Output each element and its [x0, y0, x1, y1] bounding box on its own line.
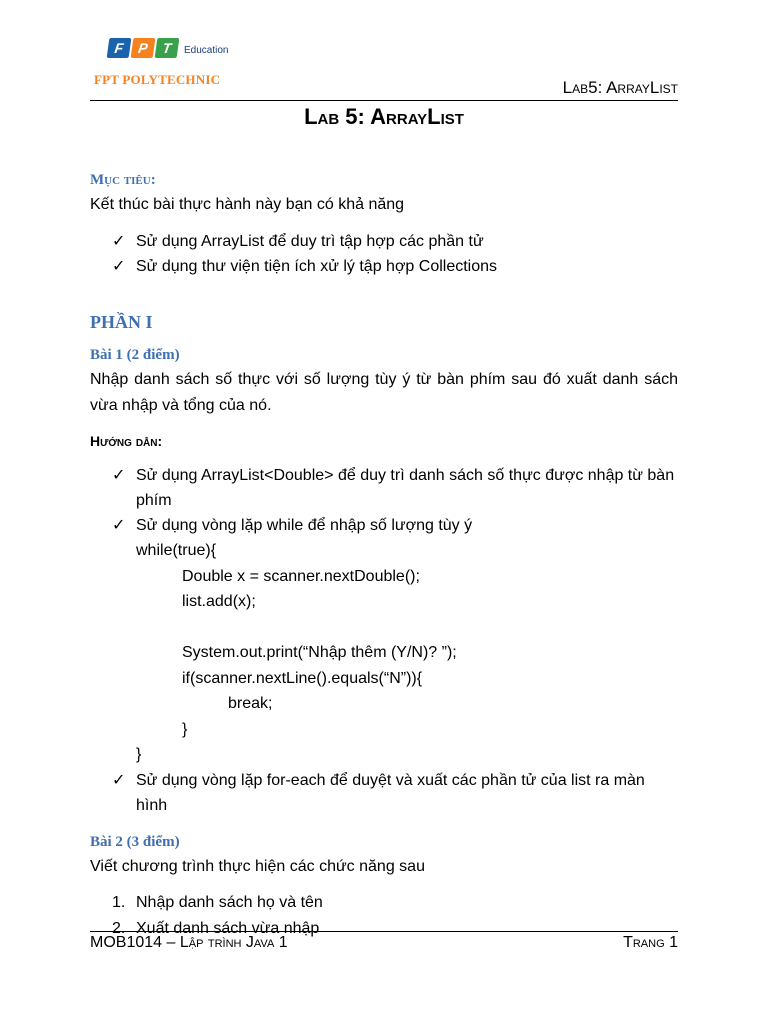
bai2-heading: Bài 2 (3 điểm) [90, 833, 180, 850]
list-item: ✓ Sử dụng vòng lặp while để nhập số lượng tùy ý while(true){ Double x = scanner.nextDouble(); list.add(x); System.out.print(“Nhập thêm (Y/N)? ”); if(scanner.nextLine().equals(“N”)){ break; } } [112, 513, 678, 768]
header-divider [90, 100, 678, 101]
code-line: System.out.print(“Nhập thêm (Y/N)? ”); [182, 644, 457, 661]
part1-heading: PHẦN I [90, 312, 153, 332]
check-icon: ✓ [112, 771, 126, 789]
check-icon: ✓ [112, 467, 126, 484]
list-item: ✓ Sử dụng thư viện tiện ích xử lý tập hợp Collections [112, 254, 678, 279]
logo-letter-t: T [155, 38, 180, 58]
objective-intro: Kết thúc bài thực hành này bạn có khả năng [90, 196, 405, 213]
list-item: ✓ Sử dụng ArrayList để duy trì tập hợp các phần tử [112, 229, 678, 254]
footer-page-number: Trang 1 [623, 934, 678, 951]
logo-letter-f: F [107, 38, 132, 58]
list-item: 1. Nhập danh sách họ và tên [112, 893, 323, 911]
footer-course-code: MOB1014 – [90, 934, 180, 951]
list-item: 2. Xuất danh sách vừa nhập [112, 919, 320, 937]
code-line: break; [228, 695, 273, 712]
check-icon: ✓ [112, 517, 126, 534]
code-line: Double x = scanner.nextDouble(); [182, 567, 420, 585]
list-item: ✓ Sử dụng ArrayList<Double> để duy trì danh sách số thực được nhập từ bàn phím [112, 463, 678, 513]
code-line: } [182, 720, 188, 738]
footer-course-name: Lập trình Java 1 [179, 934, 288, 951]
check-icon: ✓ [112, 258, 126, 275]
code-line: list.add(x); [182, 593, 256, 610]
check-icon: ✓ [112, 233, 126, 250]
logo-education-label: Education [184, 45, 229, 56]
bai2-description: Viết chương trình thực hiện các chức năng sau [90, 857, 425, 875]
code-line: } [136, 746, 142, 763]
page-title: Lab 5: ArrayList [304, 104, 464, 129]
footer-divider [90, 931, 678, 932]
code-block [136, 538, 678, 768]
document-body [90, 168, 678, 942]
guide-list [90, 463, 678, 818]
list-item: ✓ Sử dụng vòng lặp for-each để duyệt và xuất các phần tử của list ra màn hình [112, 768, 678, 818]
bai1-description: Nhập danh sách số thực với số lượng tùy ý từ bàn phím sau đó xuất danh sách vừa nhập và tổng của nó. [90, 371, 678, 414]
fpt-logo [108, 38, 228, 58]
code-line: if(scanner.nextLine().equals(“N”)){ [182, 669, 423, 687]
footer-course [90, 934, 288, 952]
bai1-heading: Bài 1 (2 điểm) [90, 347, 180, 363]
guide-heading: Hướng dẫn: [90, 433, 163, 449]
code-blank-line [136, 615, 678, 641]
objective-heading: Mục tiêu: [90, 172, 156, 188]
logo-letter-p: P [131, 38, 156, 58]
header-lab-title: Lab5: ArrayList [562, 78, 678, 97]
logo-polytechnic-label: FPT POLYTECHNIC [94, 72, 221, 87]
objective-list [90, 229, 678, 279]
code-line: while(true){ [136, 542, 217, 559]
